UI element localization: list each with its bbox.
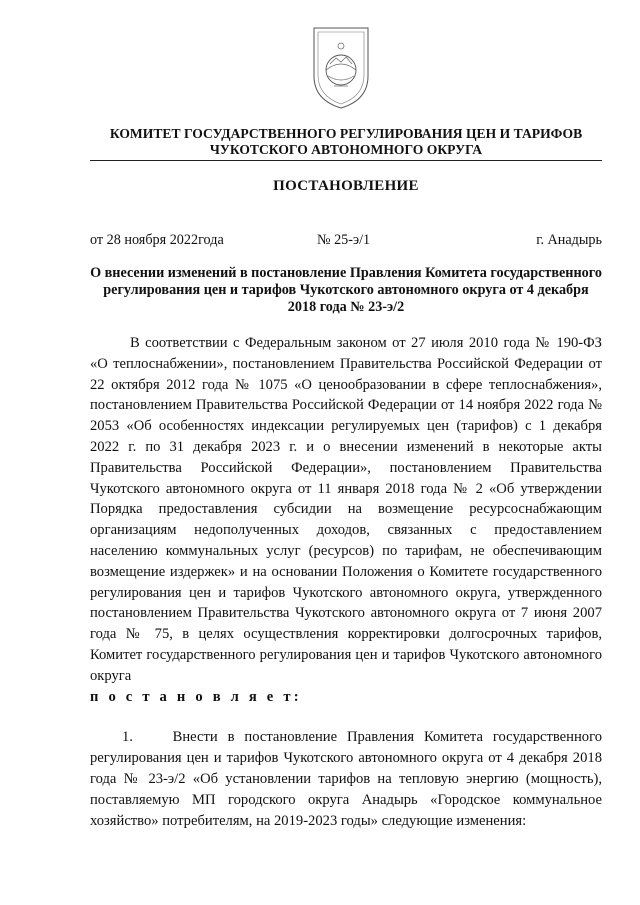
decree-word: п о с т а н о в л я е т:	[90, 688, 302, 705]
organization-name-line1: КОМИТЕТ ГОСУДАРСТВЕННОГО РЕГУЛИРОВАНИЯ ЦЕН И ТАРИФОВ	[109, 126, 583, 141]
item-1-paragraph: 1. Внести в постановление Правления Комитета государственного регулирования цен и тарифов Чукотского автономного округа от 4 декабря 2018 года № 23-э/2 «Об установлении тарифов на тепловую энергию (мощность), поставляемую МП городского округа Анадырь «Городское коммунальное хозяйство» потребителям, на 2019-2023 годы» следующие изменения:	[90, 729, 602, 829]
organization-name-line2: ЧУКОТСКОГО АВТОНОМНОГО ОКРУГА	[209, 142, 483, 157]
document-number: № 25-э/1	[317, 232, 371, 248]
document-type: ПОСТАНОВЛЕНИЕ	[273, 178, 419, 194]
coat-of-arms-emblem	[306, 24, 376, 112]
document-title: О внесении изменений в постановление Правления Комитета государственного регулирования цен и тарифов Чукотского автономного округа от 4 декабря 2018 года № 23-э/2	[90, 265, 602, 315]
header-divider	[90, 160, 602, 161]
preamble-paragraph: В соответствии с Федеральным законом от 27 июля 2010 года № 190-ФЗ «О теплоснабжении», постановлением Правительства Российской Федерации от 22 октября 2012 года № 1075 «О ценообразовании в сфере теплоснабжения», постановлением Правительства Российской Федерации от 14 ноября 2022 года № 2053 «Об особенностях индексации регулируемых цен (тарифов) с 1 декабря 2022 г. по 31 декабря 2023 г. и о внесении изменений в некоторые акты Правительства Российской Федерации», постановлением Правительства Чукотского автономного округа от 11 января 2018 года № 2 «Об утверждении Порядка предоставления субсидии на возмещение ресурсоснабжающим организациям недополученных доходов, связанных с предоставлением населению коммунальных услуг (ресурсов) по тарифам, не обеспечивающим возмещение издержек» и на основании Положения о Комитете государственного регулирования цен и тарифов Чукотского автономного округа, утвержденного постановлением Правительства Чукотского автономного округа от 7 июня 2007 года № 75, в целях осуществления корректировки долгосрочных тарифов, Комитет государственного регулирования цен и тарифов Чукотского автономного округа	[90, 335, 602, 684]
document-city: г. Анадырь	[536, 232, 602, 248]
document-body	[90, 333, 602, 831]
document-date: от 28 ноября 2022года	[90, 232, 224, 248]
